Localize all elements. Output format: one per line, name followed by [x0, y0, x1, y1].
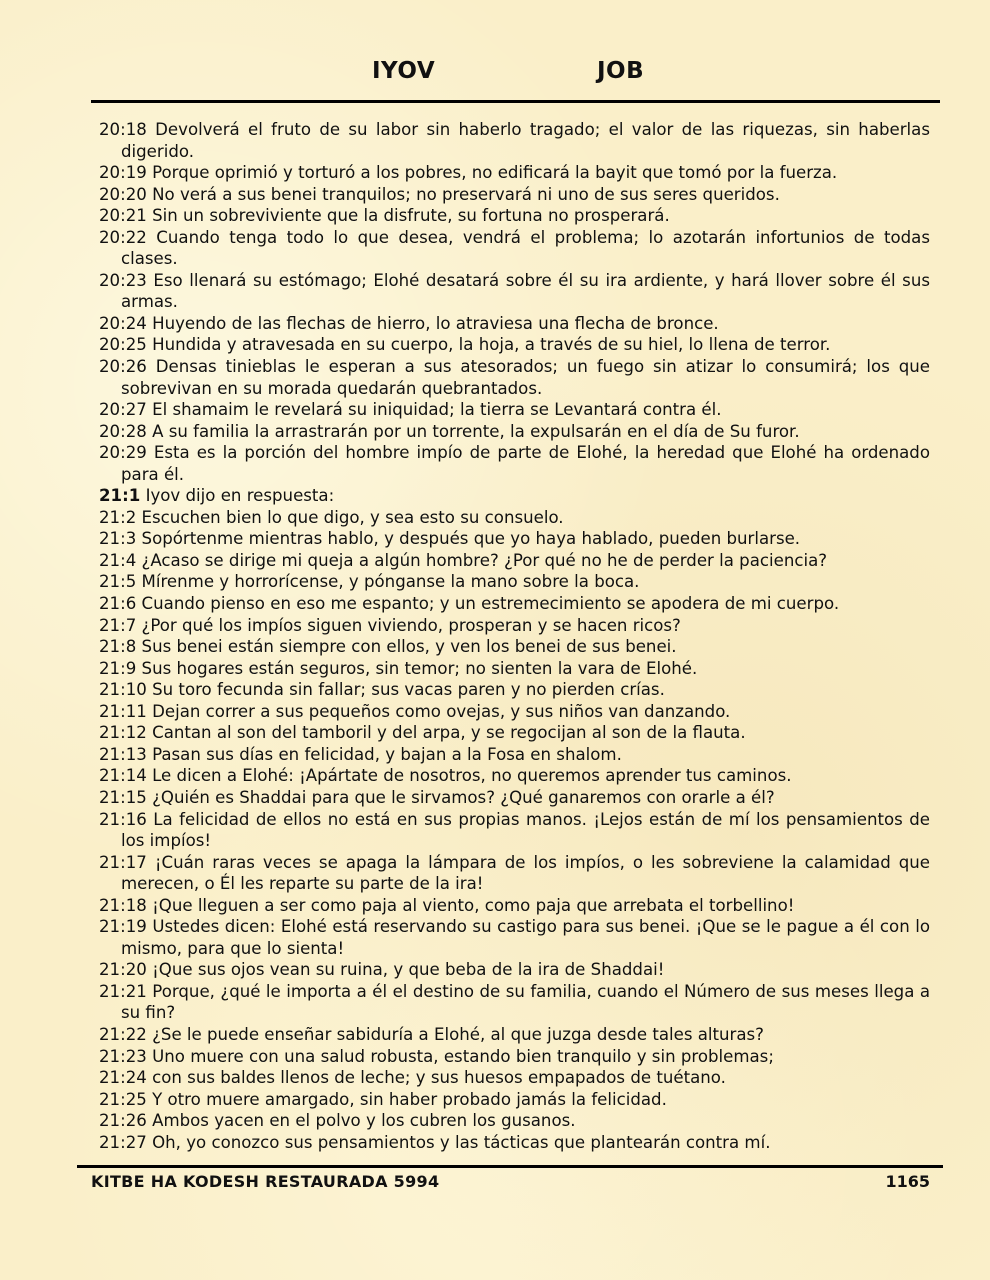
verse-text: Escuchen bien lo que digo, y sea esto su consuelo.	[141, 507, 564, 527]
verse	[99, 765, 930, 787]
verse	[99, 356, 930, 399]
verse-ref: 21:14	[99, 766, 147, 786]
verse-ref: 20:26	[99, 357, 147, 377]
verse-ref: 21:10	[99, 680, 147, 700]
verse	[99, 119, 930, 162]
verse-ref: 21:18	[99, 895, 147, 915]
verse	[99, 787, 930, 809]
verse-text: El shamaim le revelará su iniquidad; la tierra se Levantará contra él.	[152, 400, 722, 420]
verse-text: A su familia la arrastrarán por un torrente, la expulsarán en el día de Su furor.	[152, 421, 800, 441]
verse	[99, 809, 930, 852]
verse	[99, 701, 930, 723]
verse-ref: 21:26	[99, 1111, 147, 1131]
verse-text: Esta es la porción del hombre impío de parte de Elohé, la heredad que Elohé ha ordenado para él.	[121, 443, 930, 484]
header-book-hebrew: IYOV	[372, 58, 436, 84]
verse	[99, 485, 930, 507]
verse	[99, 722, 930, 744]
footer-title: KITBE HA KODESH RESTAURADA 5994	[91, 1172, 440, 1191]
verse-ref: 20:27	[99, 400, 147, 420]
verse-ref: 21:27	[99, 1132, 147, 1152]
verse-ref: 21:9	[99, 658, 137, 678]
verse-ref: 21:3	[99, 529, 137, 549]
verse	[99, 334, 930, 356]
verse-text: Dejan correr a sus pequeños como ovejas, y sus niños van danzando.	[152, 701, 731, 721]
verse	[99, 205, 930, 227]
verse-text: No verá a sus benei tranquilos; no preservará ni uno de sus seres queridos.	[152, 184, 780, 204]
verse	[99, 1024, 930, 1046]
verse	[99, 442, 930, 485]
verse-text: ¡Cuán raras veces se apaga la lámpara de los impíos, o les sobreviene la calamidad que merecen, o Él les reparte su parte de la ira!	[121, 852, 931, 894]
verse-text: Ustedes dicen: Elohé está reservando su castigo para sus benei. ¡Que se le pague a él con lo mismo, para que lo sienta!	[121, 917, 930, 958]
verse-text: Sopórtenme mientras hablo, y después que yo haya hablado, pueden burlarse.	[141, 529, 801, 549]
verse-ref: 21:25	[99, 1089, 147, 1109]
verse-text: Cantan al son del tamboril y del arpa, y se regocijan al son de la flauta.	[152, 723, 746, 743]
verse-text: Huyendo de las flechas de hierro, lo atraviesa una flecha de bronce.	[152, 313, 719, 333]
verse-text: Y otro muere amargado, sin haber probado jamás la felicidad.	[152, 1089, 667, 1109]
verse-text: Iyov dijo en respuesta:	[145, 486, 335, 506]
verse-ref: 20:28	[99, 421, 147, 441]
verse	[99, 162, 930, 184]
verse-ref: 20:23	[99, 270, 147, 290]
verse-text: Hundida y atravesada en su cuerpo, la hoja, a través de su hiel, lo llena de terror.	[152, 335, 831, 355]
header-book-english: JOB	[597, 58, 645, 84]
verse-text: con sus baldes llenos de leche; y sus huesos empapados de tuétano.	[152, 1068, 726, 1088]
verse-ref: 21:1	[99, 486, 141, 506]
verse-text: Porque oprimió y torturó a los pobres, no edificará la bayit que tomó por la fuerza.	[152, 163, 838, 183]
verse	[99, 895, 930, 917]
verse	[99, 636, 930, 658]
verse-text: Le dicen a Elohé: ¡Apártate de nosotros, no queremos aprender tus caminos.	[152, 766, 792, 786]
verse-ref: 21:8	[99, 637, 137, 657]
verse-ref: 21:16	[99, 809, 147, 829]
verse	[99, 959, 930, 981]
verse-ref: 21:2	[99, 507, 137, 527]
verse-text: Devolverá el fruto de su labor sin haberlo tragado; el valor de las riquezas, sin haberlas digerido.	[121, 120, 930, 161]
verse	[99, 227, 930, 270]
verse-ref: 20:20	[99, 184, 147, 204]
verse	[99, 1046, 930, 1068]
verse	[99, 1089, 930, 1111]
verse-text: Mírenme y horrorícense, y pónganse la mano sobre la boca.	[141, 572, 640, 592]
verse	[99, 593, 930, 615]
verse-ref: 21:19	[99, 917, 147, 937]
verse	[99, 1067, 930, 1089]
verse	[99, 981, 930, 1024]
verse	[99, 615, 930, 637]
page-number: 1165	[885, 1172, 930, 1191]
verse-text: Porque, ¿qué le importa a él el destino de su familia, cuando el Número de sus meses llega a su fin?	[121, 981, 930, 1023]
verse-list	[99, 119, 930, 1153]
verse-text: Pasan sus días en felicidad, y bajan a la Fosa en shalom.	[152, 744, 622, 764]
verse-ref: 21:17	[99, 852, 147, 872]
verse-text: Uno muere con una salud robusta, estando bien tranquilo y sin problemas;	[152, 1046, 774, 1066]
verse-ref: 21:24	[99, 1068, 147, 1088]
verse	[99, 744, 930, 766]
verse	[99, 528, 930, 550]
verse	[99, 679, 930, 701]
verse	[99, 1132, 930, 1154]
verse-ref: 21:12	[99, 723, 147, 743]
verse-text: Cuando tenga todo lo que desea, vendrá el problema; lo azotarán infortunios de todas clases.	[121, 227, 930, 269]
verse-ref: 20:18	[99, 120, 147, 139]
verse-text: ¡Que sus ojos vean su ruina, y que beba de la ira de Shaddai!	[152, 960, 665, 980]
verse-ref: 21:22	[99, 1024, 147, 1044]
verse-text: Cuando pienso en eso me espanto; y un estremecimiento se apodera de mi cuerpo.	[141, 594, 840, 614]
verse-text: Sus hogares están seguros, sin temor; no sienten la vara de Elohé.	[141, 658, 698, 678]
verse	[99, 852, 930, 895]
verse-ref: 21:7	[99, 615, 137, 635]
header-rule	[91, 100, 940, 103]
verse-ref: 21:4	[99, 550, 137, 570]
verse-text: Oh, yo conozco sus pensamientos y las tácticas que plantearán contra mí.	[152, 1132, 771, 1152]
verse	[99, 916, 930, 959]
verse-text: Sus benei están siempre con ellos, y ven los benei de sus benei.	[141, 637, 677, 657]
verse-text: Eso llenará su estómago; Elohé desatará sobre él su ira ardiente, y hará llover sobre él sus armas.	[121, 270, 930, 312]
verse-text: Densas tinieblas le esperan a sus atesorados; un fuego sin atizar lo consumirá; los que sobrevivan en su morada quedarán quebrantados.	[121, 357, 930, 398]
verse-ref: 20:21	[99, 206, 147, 226]
verse-ref: 21:21	[99, 981, 147, 1001]
verse-ref: 21:5	[99, 572, 137, 592]
verse	[99, 658, 930, 680]
verse-ref: 20:19	[99, 163, 147, 183]
verse-text: ¿Quién es Shaddai para que le sirvamos? ¿Qué ganaremos con orarle a él?	[152, 787, 775, 807]
verse-text: ¿Acaso se dirige mi queja a algún hombre? ¿Por qué no he de perder la paciencia?	[141, 550, 828, 570]
verse	[99, 313, 930, 335]
verse-text: ¡Que lleguen a ser como paja al viento, como paja que arrebata el torbellino!	[152, 895, 795, 915]
verse-ref: 21:11	[99, 701, 147, 721]
verse-text: ¿Se le puede enseñar sabiduría a Elohé, al que juzga desde tales alturas?	[152, 1024, 764, 1044]
verse-text: Ambos yacen en el polvo y los cubren los gusanos.	[152, 1111, 576, 1131]
verse	[99, 571, 930, 593]
verse	[99, 421, 930, 443]
footer-rule	[77, 1165, 943, 1168]
verse-text: Sin un sobreviviente que la disfrute, su fortuna no prosperará.	[152, 206, 670, 226]
verse-text: Su toro fecunda sin fallar; sus vacas paren y no pierden crías.	[152, 680, 665, 700]
verse-ref: 21:15	[99, 787, 147, 807]
verse	[99, 270, 930, 313]
verse-ref: 20:25	[99, 335, 147, 355]
verse-ref: 20:22	[99, 227, 147, 247]
verse-text: ¿Por qué los impíos siguen viviendo, prosperan y se hacen ricos?	[141, 615, 681, 635]
verse	[99, 399, 930, 421]
verse	[99, 507, 930, 529]
verse-text: La felicidad de ellos no está en sus propias manos. ¡Lejos están de mí los pensamientos de los impíos!	[121, 809, 930, 851]
verse	[99, 184, 930, 206]
verse-ref: 21:6	[99, 594, 137, 614]
verse-ref: 21:20	[99, 960, 147, 980]
verse-ref: 20:29	[99, 443, 147, 463]
verse	[99, 1110, 930, 1132]
verse	[99, 550, 930, 572]
page-header	[0, 58, 990, 88]
verse-ref: 20:24	[99, 313, 147, 333]
verse-ref: 21:13	[99, 744, 147, 764]
verse-ref: 21:23	[99, 1046, 147, 1066]
